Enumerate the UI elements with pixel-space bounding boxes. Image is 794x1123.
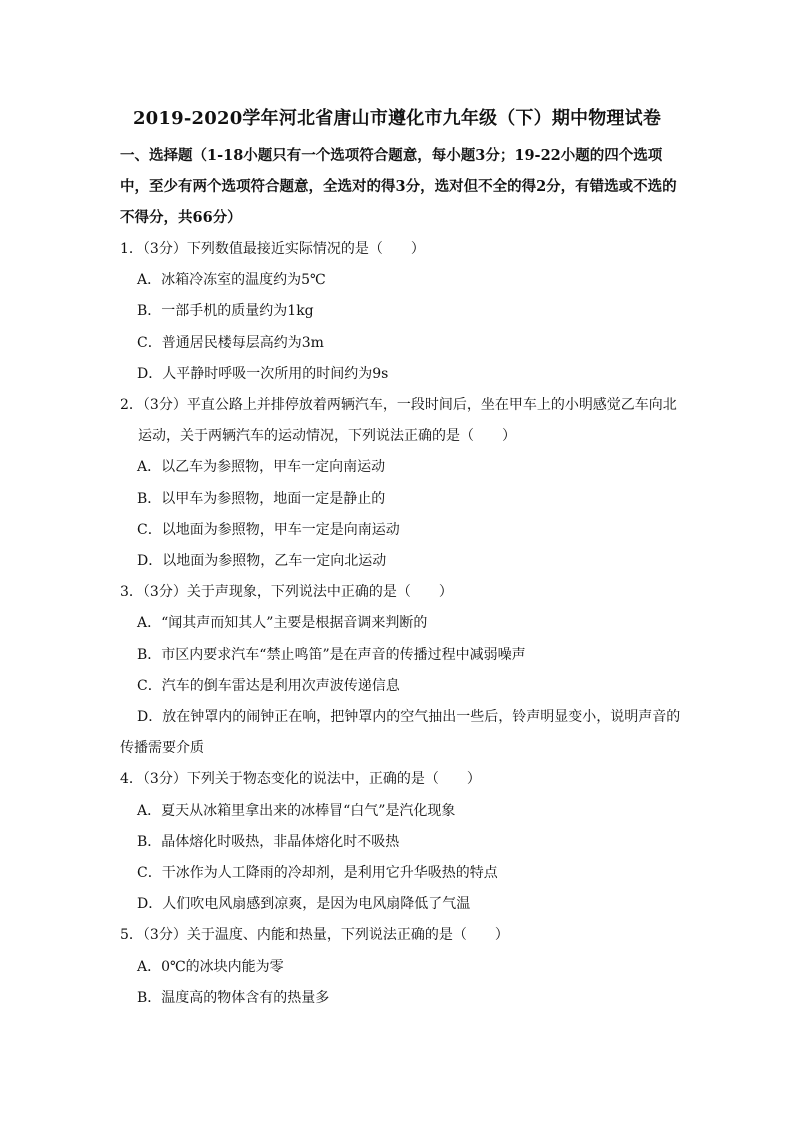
question-3-stem: 3．（3分）关于声现象，下列说法中正确的是（ ） bbox=[120, 584, 453, 600]
question-4-option-d: D．人们吹电风扇感到凉爽，是因为电风扇降低了气温 bbox=[137, 896, 471, 912]
question-3-option-d-continued: 传播需要介质 bbox=[120, 740, 204, 756]
question-1-option-a: A．冰箱冷冻室的温度约为5℃ bbox=[137, 272, 326, 288]
question-5-option-a: A．0℃的冰块内能为零 bbox=[137, 959, 284, 975]
question-3-option-b: B．市区内要求汽车“禁止鸣笛”是在声音的传播过程中减弱噪声 bbox=[137, 647, 526, 663]
section-heading: 一、选择题（1-18小题只有一个选项符合题意，每小题3分；19-22小题的四个选项中，至少有两个选项符合题意，全选对的得3分，选对但不全的得2分，有错选或不选的不得分，共66分） bbox=[120, 147, 677, 226]
question-2-stem-continued: 运动，关于两辆汽车的运动情况，下列说法正确的是（ ） bbox=[138, 428, 516, 444]
question-1-option-d: D．人平静时呼吸一次所用的时间约为9s bbox=[137, 366, 389, 382]
question-4-option-b: B．晶体熔化时吸热，非晶体熔化时不吸热 bbox=[137, 834, 400, 850]
question-2-option-a: A．以乙车为参照物，甲车一定向南运动 bbox=[137, 459, 386, 475]
question-2-option-b: B．以甲车为参照物，地面一定是静止的 bbox=[137, 491, 386, 507]
question-4-option-c: C．干冰作为人工降雨的冷却剂，是利用它升华吸热的特点 bbox=[137, 865, 498, 881]
question-2-option-c: C．以地面为参照物，甲车一定是向南运动 bbox=[137, 522, 400, 538]
question-1-option-c: C．普通居民楼每层高约为3m bbox=[137, 335, 324, 351]
question-2-option-d: D．以地面为参照物，乙车一定向北运动 bbox=[137, 553, 387, 569]
question-4-option-a: A．夏天从冰箱里拿出来的冰棒冒“白气”是汽化现象 bbox=[137, 803, 456, 819]
question-3-option-c: C．汽车的倒车雷达是利用次声波传递信息 bbox=[137, 678, 400, 694]
question-5-option-b: B．温度高的物体含有的热量多 bbox=[137, 990, 330, 1006]
question-5-stem: 5．（3分）关于温度、内能和热量，下列说法正确的是（ ） bbox=[120, 927, 509, 943]
question-1-stem: 1．（3分）下列数值最接近实际情况的是（ ） bbox=[120, 241, 425, 257]
question-2-stem: 2．（3分）平直公路上并排停放着两辆汽车，一段时间后，坐在甲车上的小明感觉乙车向北 bbox=[120, 397, 677, 413]
question-1-option-b: B．一部手机的质量约为1kg bbox=[137, 303, 314, 319]
page-title: 2019-2020学年河北省唐山市遵化市九年级（下）期中物理试卷 bbox=[132, 108, 662, 129]
question-3-option-d: D．放在钟罩内的闹钟正在响，把钟罩内的空气抽出一些后，铃声明显变小，说明声音的 bbox=[137, 709, 681, 725]
question-4-stem: 4．（3分）下列关于物态变化的说法中，正确的是（ ） bbox=[120, 771, 481, 787]
question-3-option-a: A．“闻其声而知其人”主要是根据音调来判断的 bbox=[137, 615, 428, 631]
